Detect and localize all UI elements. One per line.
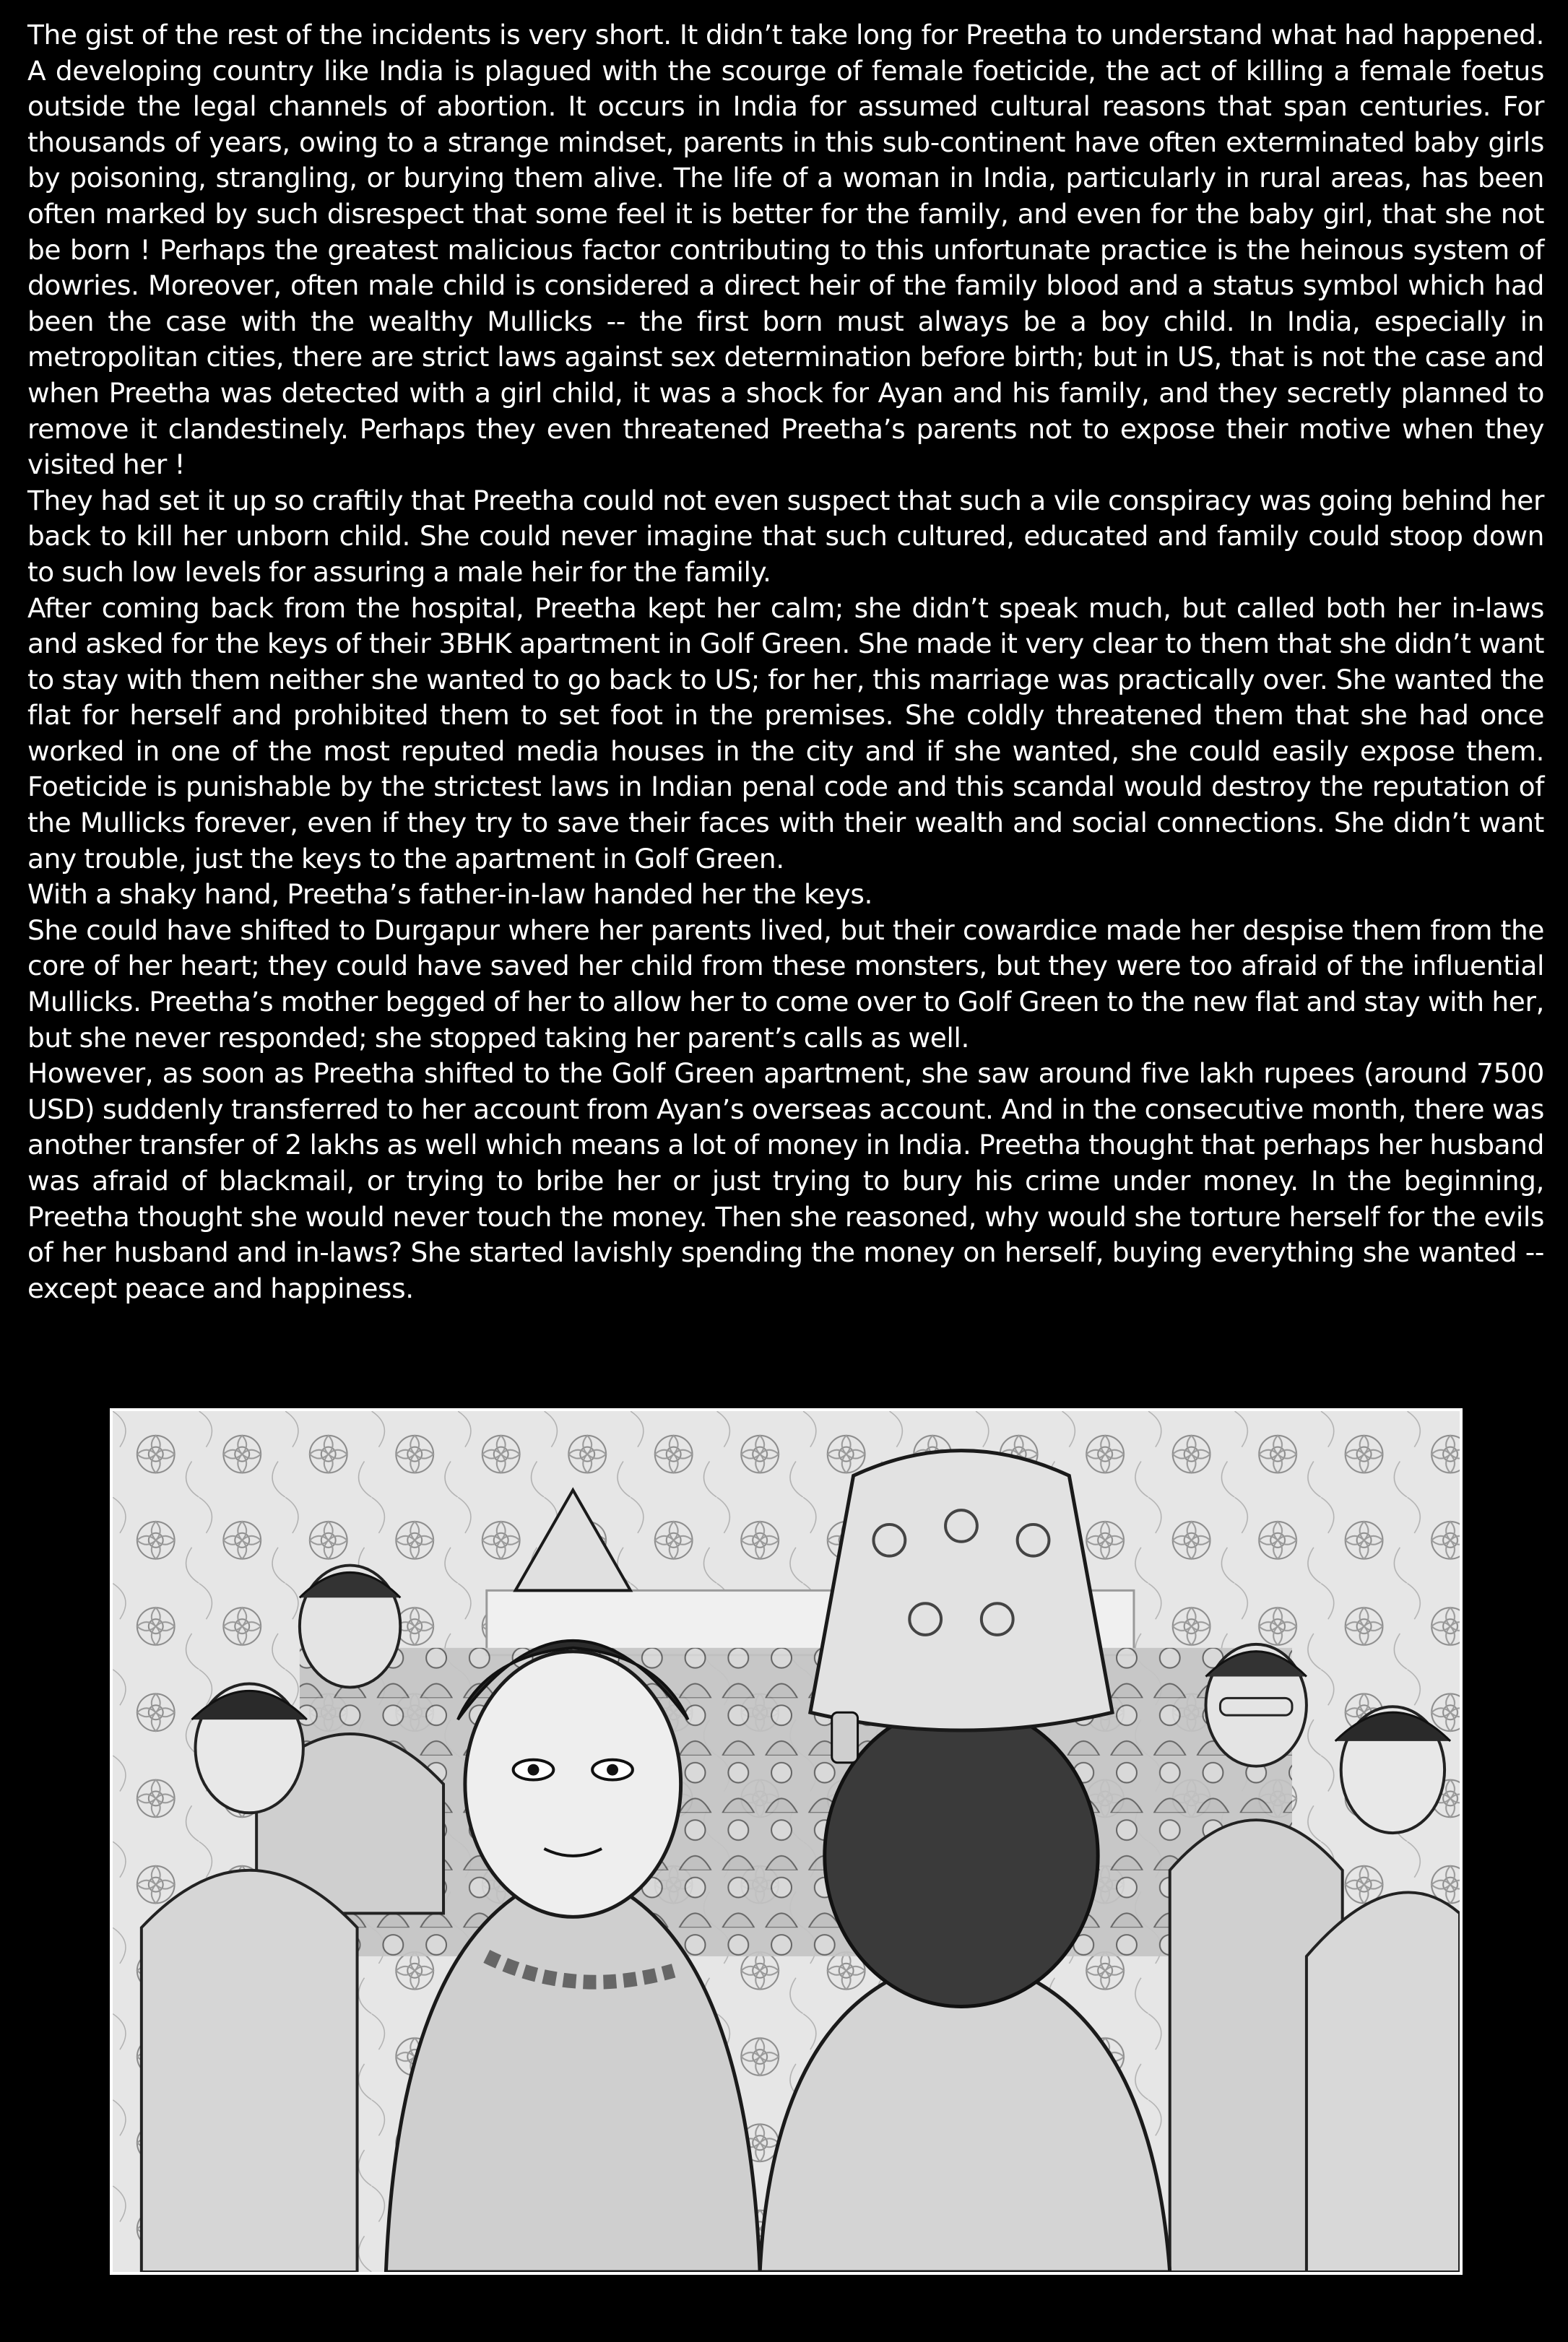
story-text-block (27, 17, 1544, 1306)
story-paragraph-3: After coming back from the hospital, Preetha kept her calm; she didn’t speak much, but called both her in-laws and asked for the keys of their 3BHK apartment in Golf Green. She made it very clear to them that she didn’t want to stay with them neither she wanted to go back to US; for her, this marriage was practically over. She wanted the flat for herself and prohibited them to set foot in the premises. She coldly threatened them that she had once worked in one of the most reputed media houses in the city and if she wanted, she could easily expose them. Foeticide is punishable by the strictest laws in Indian penal code and this scandal would destroy the reputation of the Mullicks forever, even if they try to save their faces with their wealth and social connections. She didn’t want any trouble, just the keys to the apartment in Golf Green. (27, 591, 1544, 875)
wedding-scene-illustration (113, 1411, 1460, 2272)
story-paragraph-2: They had set it up so craftily that Preetha could not even suspect that such a vile conspiracy was going behind her back to kill her unborn child. She could never imagine that such cultured, educated and family could stoop down to such low levels for assuring a male heir for the family. (27, 484, 1544, 588)
story-paragraph-5: She could have shifted to Durgapur where her parents lived, but their cowardice made her despise them from the core of her heart; they could have saved her child from these monsters, but they were too afraid of the influential Mullicks. Preetha’s mother begged of her to allow her to come over to Golf Green to the new flat and stay with her, but she never responded; she stopped taking her parent’s calls as well. (27, 914, 1544, 1054)
story-paragraph-4: With a shaky hand, Preetha’s father-in-law handed her the keys. (27, 878, 873, 911)
story-paragraph-1: The gist of the rest of the incidents is very short. It didn’t take long for Preetha to understand what had happened. A developing country like India is plagued with the scourge of female foeticide, the act of killing a female foetus outside the legal channels of abortion. It occurs in India for assumed cultural reasons that span centuries. For thousands of years, owing to a strange mindset, parents in this sub-continent have often exterminated baby girls by poisoning, strangling, or burying them alive. The life of a woman in India, particularly in rural areas, has been often marked by such disrespect that some feel it is better for the family, and even for the baby girl, that she not be born ! Perhaps the greatest malicious factor contributing to this unfortunate practice is the heinous system of dowries. Moreover, often male child is considered a direct heir of the family blood and a status symbol which had been the case with the wealthy Mullicks -- the first born must always be a boy child. In India, especially in metropolitan cities, there are strict laws against sex determination before birth; but in US, that is not the case and when Preetha was detected with a girl child, it was a shock for Ayan and his family, and they secretly planned to remove it clandestinely. Perhaps they even threatened Preetha’s parents not to expose their motive when they visited her ! (27, 19, 1544, 481)
story-paragraph-6: However, as soon as Preetha shifted to the Golf Green apartment, she saw around five lakh rupees (around 7500 USD) suddenly transferred to her account from Ayan’s overseas account. And in the consecutive month, there was another transfer of 2 lakhs as well which means a lot of money in India. Preetha thought that perhaps her husband was afraid of blackmail, or trying to bribe her or just trying to bury his crime under money. In the beginning, Preetha thought she would never touch the money. Then she reasoned, why would she torture herself for the evils of her husband and in-laws? She started lavishly spending the money on herself, buying everything she wanted -- except peace and happiness. (27, 1057, 1544, 1304)
wedding-illustration-panel (110, 1408, 1463, 2275)
